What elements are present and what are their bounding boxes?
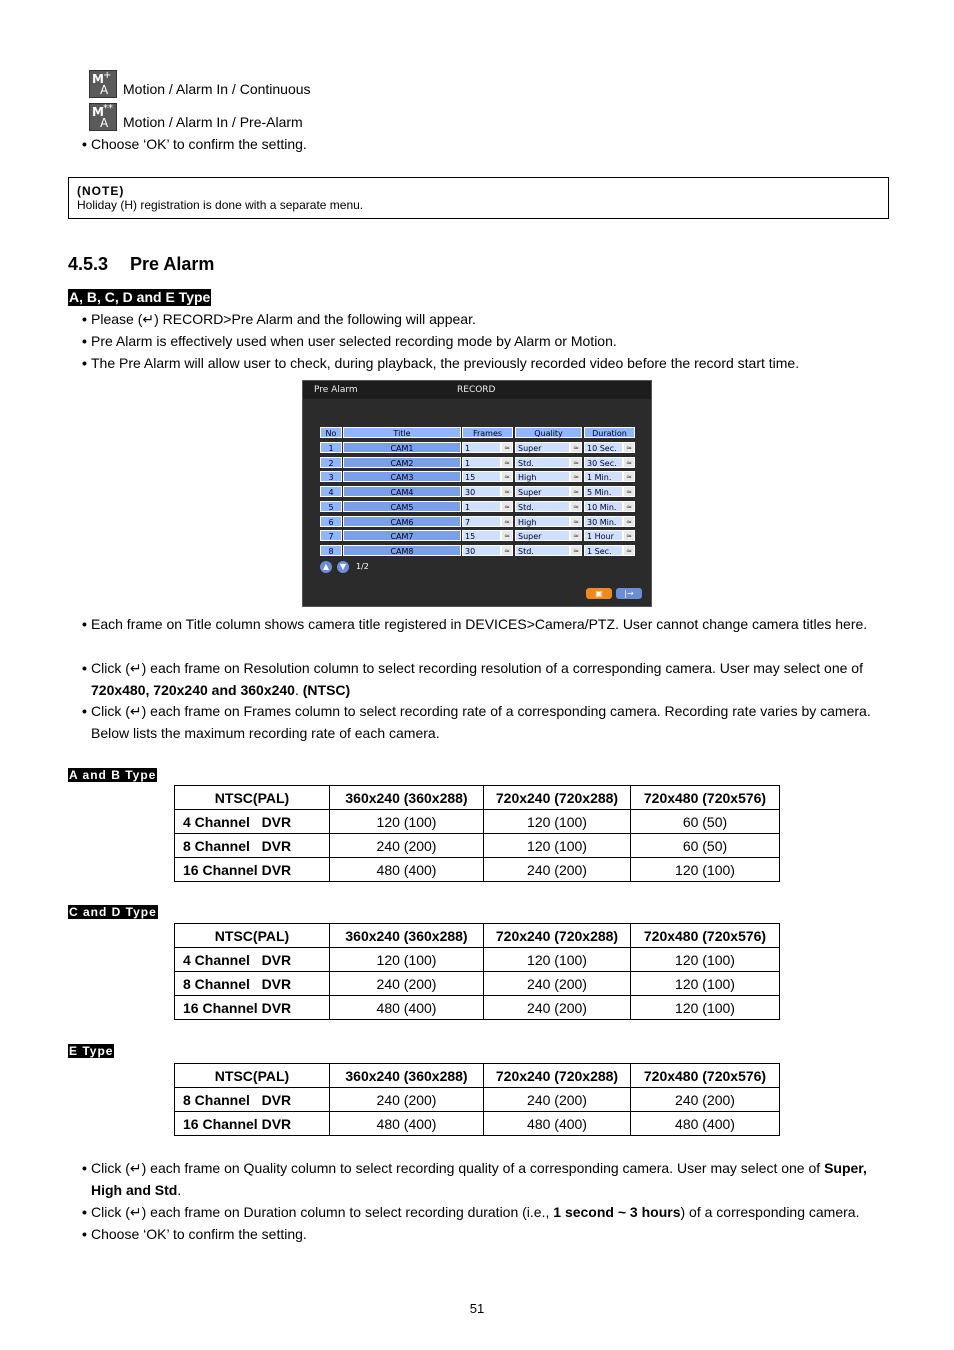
mode-label: Motion / Alarm In / Continuous	[123, 81, 311, 97]
dvr-cell-duration[interactable]: 5 Min.	[584, 486, 623, 497]
table-row	[175, 810, 780, 834]
bullet-item	[82, 308, 888, 330]
bullet-item	[82, 133, 888, 155]
dvr-cell-frames[interactable]: 1	[462, 457, 501, 468]
table-cell: 120 (100)	[330, 948, 484, 972]
table-header-cell: 720x480 (720x576)	[631, 1064, 780, 1088]
dvr-cell-title: CAM3	[343, 471, 461, 482]
table-cell: 240 (200)	[631, 1088, 780, 1112]
dvr-cell-no: 1	[320, 442, 342, 453]
bullet-item	[82, 700, 888, 744]
mode-label: Motion / Alarm In / Pre-Alarm	[123, 114, 303, 130]
page-up-icon[interactable]: ▲	[320, 561, 332, 573]
spin-icon[interactable]: ≈	[623, 545, 635, 556]
page-down-icon[interactable]: ▼	[337, 561, 349, 573]
table-cell: 480 (400)	[330, 996, 484, 1020]
dvr-cell-frames[interactable]: 1	[462, 501, 501, 512]
text-run: Click (↵) each frame on Frames column to select recording rate of a corresponding camera. Recording rate varies by camera. Below lists the maximum recording rate of each camera.	[91, 703, 871, 741]
dvr-cell-title: CAM2	[343, 457, 461, 468]
note-title: (NOTE)	[77, 184, 125, 198]
table-header-cell: 720x480 (720x576)	[631, 786, 780, 810]
dvr-col-no: No	[320, 427, 342, 438]
spin-icon[interactable]: ≈	[570, 530, 582, 541]
exit-button[interactable]: |→	[616, 588, 642, 599]
text-run: 720x480, 720x240 and 360x240	[91, 682, 295, 698]
recording-rate-table-cd	[174, 923, 780, 1020]
page-number: 51	[469, 1301, 485, 1316]
bullet-item	[82, 1223, 888, 1245]
table-cell: 480 (400)	[330, 858, 484, 882]
table-cell: 120 (100)	[484, 834, 631, 858]
bullet-dot: •	[82, 1226, 87, 1242]
spin-icon[interactable]: ≈	[623, 530, 635, 541]
dvr-menu: RECORD	[457, 385, 496, 395]
ok-button[interactable]: ▣	[586, 588, 612, 599]
text-run: 1 second ~ 3 hours	[553, 1204, 681, 1220]
text-run: .	[177, 1182, 182, 1198]
dvr-cell-quality[interactable]: Std.	[515, 501, 570, 512]
bullet-text: Pre Alarm is effectively used when user selected recording mode by Alarm or Motion.	[91, 333, 617, 349]
text-run: Super, High and Std	[91, 1160, 867, 1198]
table-type-tag: A and B Type	[69, 768, 157, 782]
bullet-text	[82, 1223, 888, 1245]
table-cell: 120 (100)	[631, 972, 780, 996]
dvr-prealarm-screen	[302, 380, 652, 607]
spin-icon[interactable]: ≈	[623, 486, 635, 497]
spin-icon[interactable]: ≈	[623, 501, 635, 512]
note-box	[68, 177, 889, 219]
dvr-cell-frames[interactable]: 7	[462, 516, 501, 527]
table-cell: 480 (400)	[484, 1112, 631, 1136]
bullet-item	[82, 1201, 888, 1223]
mode-continuous	[89, 68, 311, 98]
text-run: ) of a corresponding camera.	[680, 1204, 860, 1220]
table-cell: 8 Channel DVR	[175, 972, 330, 996]
text-run: Each frame on Title column shows camera title registered in DEVICES>Camera/PTZ. User cannot change camera titles here.	[91, 616, 868, 632]
dvr-cell-duration[interactable]: 10 Sec.	[584, 442, 623, 453]
spin-icon[interactable]: ≈	[623, 457, 635, 468]
table-cell: 16 Channel DVR	[175, 996, 330, 1020]
text-run: Choose ‘OK’ to confirm the setting.	[91, 1226, 307, 1242]
table-cell: 120 (100)	[484, 948, 631, 972]
dvr-col-quality: Quality	[515, 427, 582, 438]
dvr-cell-frames[interactable]: 15	[462, 530, 501, 541]
text-run: Click (↵) each frame on Resolution column to select recording resolution of a corresponding camera. User may select one of	[91, 660, 863, 676]
motion-alarm-prealarm-icon: M ** A	[89, 103, 117, 131]
table-cell: 60 (50)	[631, 810, 780, 834]
dvr-cell-no: 2	[320, 457, 342, 468]
bullet-text: Choose ‘OK’ to confirm the setting.	[91, 136, 307, 152]
dvr-cell-no: 7	[320, 530, 342, 541]
table-cell: 120 (100)	[330, 810, 484, 834]
bullet-text	[82, 1201, 888, 1223]
dvr-cell-quality[interactable]: High	[515, 471, 570, 482]
dvr-cell-quality[interactable]: Std.	[515, 545, 570, 556]
dvr-cell-no: 6	[320, 516, 342, 527]
motion-alarm-continuous-icon: M + A	[89, 70, 117, 98]
recording-rate-table-e	[174, 1063, 780, 1136]
bullet-text	[82, 700, 888, 744]
text-run: Click (↵) each frame on Quality column to select recording quality of a corresponding camera. User may select one of	[91, 1160, 825, 1176]
table-header-cell: 720x240 (720x288)	[484, 1064, 631, 1088]
spin-icon[interactable]: ≈	[623, 516, 635, 527]
dvr-title: Pre Alarm	[314, 385, 358, 395]
table-cell: 8 Channel DVR	[175, 1088, 330, 1112]
table-row	[175, 1088, 780, 1112]
dvr-cell-quality[interactable]: Super	[515, 442, 570, 453]
table-header-cell: NTSC(PAL)	[175, 1064, 330, 1088]
dvr-cell-duration[interactable]: 1 Min.	[584, 471, 623, 482]
section-title: Pre Alarm	[130, 254, 215, 274]
dvr-cell-title: CAM1	[343, 442, 461, 453]
bullet-dot: •	[82, 703, 87, 719]
dvr-cell-title: CAM4	[343, 486, 461, 497]
bullet-dot: •	[82, 1160, 87, 1176]
table-cell: 120 (100)	[631, 996, 780, 1020]
text-run: .	[294, 682, 303, 698]
spin-icon[interactable]: ≈	[501, 545, 513, 556]
dvr-col-title: Title	[343, 427, 461, 438]
dvr-cell-no: 4	[320, 486, 342, 497]
bullet-item	[82, 330, 888, 352]
table-header-cell: 720x480 (720x576)	[631, 924, 780, 948]
dvr-col-frames: Frames	[462, 427, 513, 438]
table-type-tag: C and D Type	[69, 905, 157, 919]
spin-icon[interactable]: ≈	[501, 530, 513, 541]
dvr-cell-frames[interactable]: 30	[462, 486, 501, 497]
table-row	[175, 972, 780, 996]
dvr-title-bar	[303, 381, 651, 399]
note-text: Holiday (H) registration is done with a separate menu.	[77, 198, 364, 212]
spin-icon[interactable]: ≈	[570, 457, 582, 468]
table-cell: 120 (100)	[631, 858, 780, 882]
dvr-cell-duration[interactable]: 1 Sec.	[584, 545, 623, 556]
spin-icon[interactable]: ≈	[570, 442, 582, 453]
table-cell: 240 (200)	[330, 834, 484, 858]
table-header-cell: NTSC(PAL)	[175, 924, 330, 948]
recording-rate-table-ab	[174, 785, 780, 882]
dvr-cell-title: CAM8	[343, 545, 461, 556]
bullet-text	[82, 1157, 888, 1201]
bullet-text	[82, 613, 888, 635]
spin-icon[interactable]: ≈	[501, 471, 513, 482]
spin-icon[interactable]: ≈	[501, 501, 513, 512]
dvr-cell-no: 8	[320, 545, 342, 556]
spin-icon[interactable]: ≈	[570, 545, 582, 556]
spin-icon[interactable]: ≈	[501, 516, 513, 527]
text-run: Click (↵) each frame on Duration column to select recording duration (i.e.,	[91, 1204, 554, 1220]
bullet-dot: •	[82, 311, 87, 327]
table-cell: 240 (200)	[330, 1088, 484, 1112]
bullet-text: Please (↵) RECORD>Pre Alarm and the following will appear.	[91, 311, 476, 327]
page-indicator: 1/2	[356, 562, 369, 571]
bullet-item	[82, 657, 888, 701]
dvr-cell-duration[interactable]: 10 Min.	[584, 501, 623, 512]
dvr-cell-no: 3	[320, 471, 342, 482]
table-header-row	[175, 786, 780, 810]
dvr-cell-frames[interactable]: 1	[462, 442, 501, 453]
bullet-item	[82, 1157, 888, 1201]
dvr-cell-quality[interactable]: High	[515, 516, 570, 527]
dvr-cell-quality[interactable]: Super	[515, 486, 570, 497]
spin-icon[interactable]: ≈	[501, 486, 513, 497]
table-header-cell: 360x240 (360x288)	[330, 1064, 484, 1088]
text-run: (NTSC)	[302, 682, 351, 698]
table-header-cell: 360x240 (360x288)	[330, 924, 484, 948]
table-row	[175, 996, 780, 1020]
table-row	[175, 858, 780, 882]
spin-icon[interactable]: ≈	[501, 457, 513, 468]
table-header-cell: 720x240 (720x288)	[484, 786, 631, 810]
table-row	[175, 948, 780, 972]
spin-icon[interactable]: ≈	[501, 442, 513, 453]
table-cell: 16 Channel DVR	[175, 858, 330, 882]
dvr-cell-quality[interactable]: Std.	[515, 457, 570, 468]
table-cell: 120 (100)	[484, 810, 631, 834]
table-cell: 8 Channel DVR	[175, 834, 330, 858]
table-row	[175, 834, 780, 858]
bullet-text	[82, 657, 888, 701]
bullet-dot: •	[82, 616, 87, 632]
table-cell: 60 (50)	[631, 834, 780, 858]
table-cell: 480 (400)	[330, 1112, 484, 1136]
dvr-cell-title: CAM5	[343, 501, 461, 512]
section-heading	[68, 254, 214, 275]
dvr-cell-title: CAM7	[343, 530, 461, 541]
spin-icon[interactable]: ≈	[570, 516, 582, 527]
table-cell: 240 (200)	[484, 972, 631, 996]
bullet-dot: •	[82, 1204, 87, 1220]
bullet-item	[82, 352, 888, 374]
table-header-cell: NTSC(PAL)	[175, 786, 330, 810]
table-cell: 240 (200)	[330, 972, 484, 996]
bullet-dot: •	[82, 660, 87, 676]
bullet-dot: •	[82, 355, 87, 371]
spin-icon[interactable]: ≈	[570, 471, 582, 482]
dvr-cell-frames[interactable]: 15	[462, 471, 501, 482]
dvr-cell-quality[interactable]: Super	[515, 530, 570, 541]
dvr-cell-duration[interactable]: 1 Hour	[584, 530, 623, 541]
table-cell: 240 (200)	[484, 858, 631, 882]
table-header-cell: 720x240 (720x288)	[484, 924, 631, 948]
table-cell: 4 Channel DVR	[175, 810, 330, 834]
table-cell: 240 (200)	[484, 1088, 631, 1112]
spin-icon[interactable]: ≈	[570, 501, 582, 512]
section-number: 4.5.3	[68, 254, 109, 274]
table-cell: 240 (200)	[484, 996, 631, 1020]
table-cell: 4 Channel DVR	[175, 948, 330, 972]
dvr-cell-title: CAM6	[343, 516, 461, 527]
dvr-cell-duration[interactable]: 30 Min.	[584, 516, 623, 527]
bullet-item	[82, 613, 888, 635]
table-type-tag: E Type	[69, 1044, 114, 1058]
bullet-text: The Pre Alarm will allow user to check, during playback, the previously recorded video before the record start time.	[91, 355, 800, 371]
type-tag-main: A, B, C, D and E Type	[69, 289, 211, 305]
table-header-row	[175, 1064, 780, 1088]
table-cell: 120 (100)	[631, 948, 780, 972]
table-cell: 480 (400)	[631, 1112, 780, 1136]
bullet-dot: •	[82, 333, 87, 349]
dvr-col-duration: Duration	[584, 427, 635, 438]
spin-icon[interactable]: ≈	[570, 486, 582, 497]
spin-icon[interactable]: ≈	[623, 442, 635, 453]
mode-prealarm	[89, 101, 303, 131]
table-header-cell: 360x240 (360x288)	[330, 786, 484, 810]
table-row	[175, 1112, 780, 1136]
dvr-cell-frames[interactable]: 30	[462, 545, 501, 556]
table-header-row	[175, 924, 780, 948]
dvr-cell-duration[interactable]: 30 Sec.	[584, 457, 623, 468]
bullet-dot: •	[82, 136, 87, 152]
spin-icon[interactable]: ≈	[623, 471, 635, 482]
dvr-cell-no: 5	[320, 501, 342, 512]
table-cell: 16 Channel DVR	[175, 1112, 330, 1136]
